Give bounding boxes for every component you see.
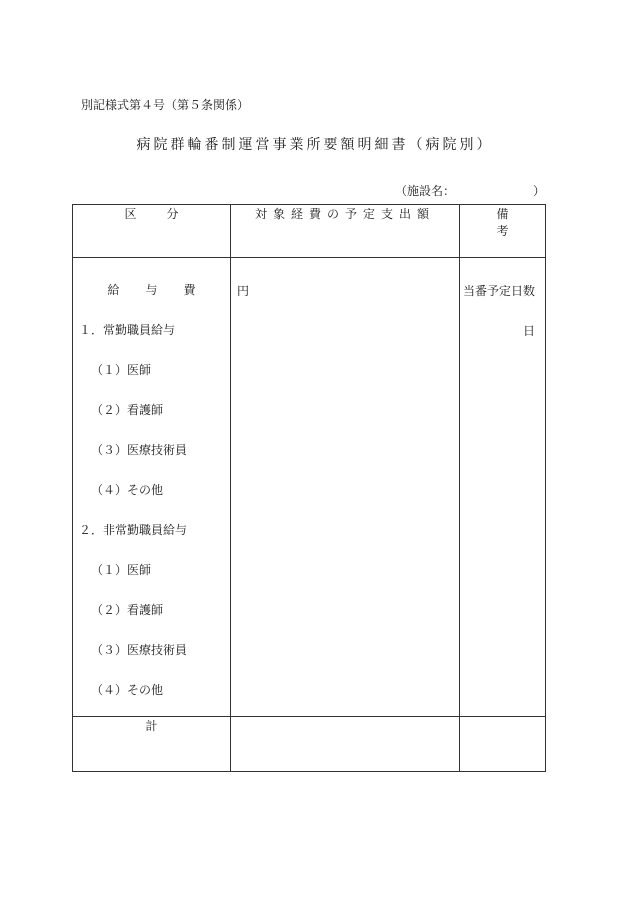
row-ft-technician: （３）医療技術員 bbox=[91, 443, 188, 457]
header-notes: 備考 bbox=[460, 205, 546, 258]
row-salary: 給与費 bbox=[107, 283, 222, 297]
row-pt-technician: （３）医療技術員 bbox=[91, 643, 188, 657]
category-cell bbox=[73, 258, 231, 717]
total-amount-cell bbox=[231, 717, 460, 772]
row-ft-other: （４）その他 bbox=[91, 483, 164, 497]
header-category: 区分 bbox=[73, 205, 231, 258]
row-ft-nurse: （２）看護師 bbox=[91, 403, 164, 417]
amount-cell bbox=[231, 258, 460, 717]
yen-unit: 円 bbox=[237, 284, 250, 298]
header-amount: 対象経費の予定支出額 bbox=[231, 205, 460, 258]
facility-label: （施設名： bbox=[395, 184, 456, 198]
day-unit: 日 bbox=[522, 324, 535, 338]
row-fulltime: １．常勤職員給与 bbox=[79, 323, 176, 337]
row-parttime: ２．非常勤職員給与 bbox=[79, 523, 188, 537]
total-label: 計 bbox=[73, 717, 231, 772]
row-pt-nurse: （２）看護師 bbox=[91, 603, 164, 617]
notes-cell bbox=[460, 258, 546, 717]
document-title: 病院群輪番制運営事業所要額明細書（病院別） bbox=[136, 137, 494, 153]
expense-table bbox=[72, 204, 546, 772]
total-notes-cell bbox=[460, 717, 546, 772]
facility-close-paren: ） bbox=[532, 184, 545, 198]
row-pt-doctor: （１）医師 bbox=[91, 563, 152, 577]
table-body-row bbox=[73, 258, 546, 717]
row-ft-doctor: （１）医師 bbox=[91, 363, 152, 377]
facility-name-field bbox=[395, 182, 545, 199]
total-row bbox=[73, 717, 546, 772]
row-pt-other: （４）その他 bbox=[91, 683, 164, 697]
form-label: 別記様式第４号（第５条関係） bbox=[81, 98, 250, 112]
duty-days-label: 当番予定日数 bbox=[462, 284, 535, 298]
table-header-row bbox=[73, 205, 546, 258]
